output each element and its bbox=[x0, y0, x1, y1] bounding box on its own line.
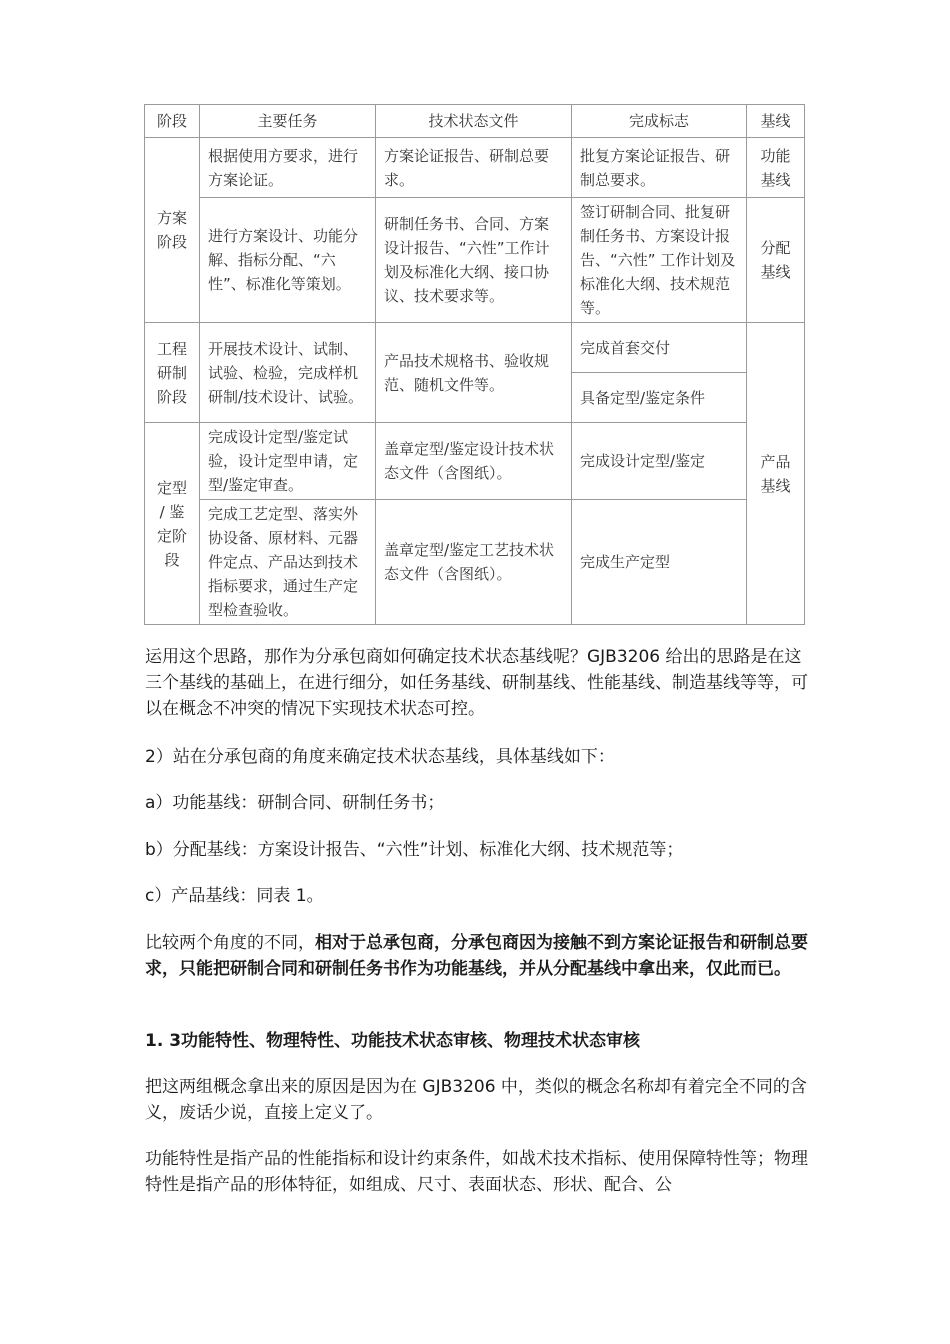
table-header-row bbox=[145, 105, 805, 138]
cell-mark: 完成生产定型 bbox=[572, 500, 747, 625]
table-row bbox=[145, 198, 805, 323]
paragraph-characteristics-definition: 功能特性是指产品的性能指标和设计约束条件，如战术技术指标、使用保障特性等；物理特性是指产品的形体特征，如组成、尺寸、表面状态、形状、配合、公 bbox=[145, 1149, 808, 1195]
table-row bbox=[145, 423, 805, 500]
cell-task: 完成设计定型/鉴定试验，设计定型申请，定型/鉴定审查。 bbox=[200, 423, 376, 500]
header-main-task: 主要任务 bbox=[200, 105, 376, 138]
table-row bbox=[145, 323, 805, 373]
cell-docs: 盖章定型/鉴定设计技术状态文件（含图纸）。 bbox=[376, 423, 572, 500]
cell-task: 根据使用方要求，进行方案论证。 bbox=[200, 138, 376, 198]
cell-task: 完成工艺定型、落实外协设备、原材料、元器件定点、产品达到技术指标要求，通过生产定型检查验收。 bbox=[200, 500, 376, 625]
baseline-allocated: 分配 基线 bbox=[747, 198, 805, 323]
section-heading: 1. 3功能特性、物理特性、功能技术状态审核、物理技术状态审核 bbox=[145, 1031, 641, 1051]
header-tech-docs: 技术状态文件 bbox=[376, 105, 572, 138]
cell-docs: 产品技术规格书、验收规范、随机文件等。 bbox=[376, 323, 572, 423]
cell-mark: 签订研制合同、批复研制任务书、方案设计报告、“六性” 工作计划及标准化大纲、技术规范等。 bbox=[572, 198, 747, 323]
cell-task: 开展技术设计、试制、试验、检验，完成样机研制/技术设计、试验。 bbox=[200, 323, 376, 423]
cell-mark: 完成首套交付 bbox=[572, 323, 747, 373]
table-row bbox=[145, 500, 805, 625]
header-completion-mark: 完成标志 bbox=[572, 105, 747, 138]
paragraph-subcontractor-baselines: 2）站在分承包商的角度来确定技术状态基线，具体基线如下： bbox=[145, 747, 615, 767]
comparison-emphasis: 相对于总承包商，分承包商因为接触不到方案论证报告和研制总要求，只能把研制合同和研制任务书作为功能基线，并从分配基线中拿出来，仅此而已。 bbox=[145, 933, 808, 979]
header-baseline: 基线 bbox=[747, 105, 805, 138]
baseline-functional: 功能 基线 bbox=[747, 138, 805, 198]
cell-docs: 研制任务书、合同、方案设计报告、“六性”工作计划及标准化大纲、接口协议、技术要求等。 bbox=[376, 198, 572, 323]
paragraph-subcontractor-approach: 运用这个思路，那作为分承包商如何确定技术状态基线呢？GJB3206 给出的思路是在这三个基线的基础上，在进行细分，如任务基线、研制基线、性能基线、制造基线等等，可以在概念不冲突的情况下实现技术状态可控。 bbox=[145, 647, 808, 719]
comparison-lead: 比较两个角度的不同， bbox=[145, 933, 315, 953]
stage-scheme: 方案 阶段 bbox=[145, 138, 200, 323]
list-item-functional-baseline: a）功能基线：研制合同、研制任务书； bbox=[145, 793, 445, 813]
baseline-product: 产品 基线 bbox=[747, 323, 805, 625]
baseline-table bbox=[144, 104, 805, 625]
paragraph-comparison bbox=[145, 930, 815, 982]
cell-docs: 方案论证报告、研制总要求。 bbox=[376, 138, 572, 198]
cell-mark: 批复方案论证报告、研制总要求。 bbox=[572, 138, 747, 198]
list-item-allocated-baseline: b）分配基线：方案设计报告、“六性”计划、标准化大纲、技术规范等； bbox=[145, 840, 684, 860]
list-item-product-baseline: c）产品基线：同表 1。 bbox=[145, 886, 324, 906]
stage-finalization: 定型 / 鉴 定阶 段 bbox=[145, 423, 200, 625]
paragraph-concept-reason: 把这两组概念拿出来的原因是因为在 GJB3206 中，类似的概念名称却有着完全不同的含义，废话少说，直接上定义了。 bbox=[145, 1077, 807, 1123]
header-stage: 阶段 bbox=[145, 105, 200, 138]
cell-docs: 盖章定型/鉴定工艺技术状态文件（含图纸）。 bbox=[376, 500, 572, 625]
cell-mark: 具备定型/鉴定条件 bbox=[572, 373, 747, 423]
stage-engineering: 工程 研制 阶段 bbox=[145, 323, 200, 423]
table-row bbox=[145, 138, 805, 198]
cell-mark: 完成设计定型/鉴定 bbox=[572, 423, 747, 500]
cell-task: 进行方案设计、功能分解、指标分配、“六性”、标准化等策划。 bbox=[200, 198, 376, 323]
